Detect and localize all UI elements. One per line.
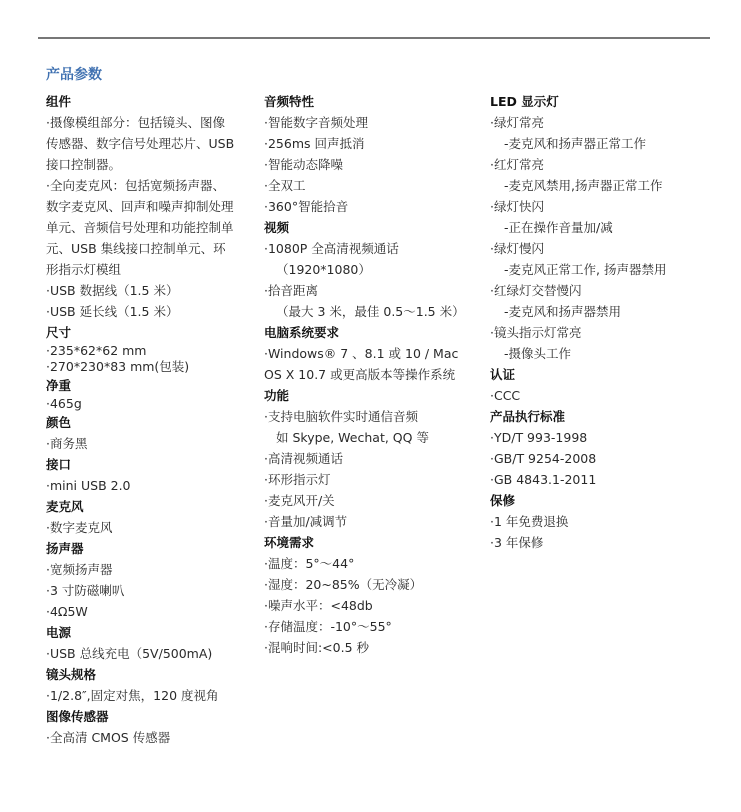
spec-line: ·1 年免费退换	[490, 514, 569, 529]
spec-line: ·宽频扬声器	[46, 562, 113, 577]
section-heading: LED 显示灯	[490, 94, 559, 109]
spec-line: ·智能动态降噪	[264, 157, 343, 172]
spec-line: ·USB 总线充电（5V/500mA)	[46, 646, 213, 661]
spec-line: ·高清视频通话	[264, 451, 343, 466]
spec-line: ·3 寸防磁喇叭	[46, 583, 125, 598]
section-heading: 认证	[490, 367, 516, 382]
section-heading: 尺寸	[46, 325, 72, 340]
spec-line: ·256ms 回声抵消	[264, 136, 365, 151]
section-heading: 功能	[264, 388, 290, 403]
spec-line: ·1/2.8″,固定对焦，120 度视角	[46, 688, 219, 703]
spec-line: ·1080P 全高清视频通话	[264, 241, 399, 256]
page-title: 产品参数	[46, 67, 102, 83]
spec-line: -正在操作音量加/减	[504, 220, 613, 235]
spec-line: 传感器、数字信号处理芯片、USB	[46, 136, 235, 151]
spec-line: 如 Skype, Wechat, QQ 等	[276, 430, 429, 445]
spec-line: ·红绿灯交替慢闪	[490, 283, 582, 298]
spec-line: ·商务黑	[46, 436, 88, 451]
spec-line: -摄像头工作	[504, 346, 572, 361]
spec-line: ·绿灯慢闪	[490, 241, 544, 256]
spec-line: ·摄像模组部分：包括镜头、图像	[46, 115, 225, 130]
spec-line: -麦克风和扬声器正常工作	[504, 136, 647, 151]
spec-line: ·麦克风开/关	[264, 493, 335, 508]
spec-line: ·GB/T 9254-2008	[490, 451, 597, 466]
section-heading: 电脑系统要求	[264, 325, 340, 340]
section-heading: 镜头规格	[46, 667, 97, 682]
spec-line: （最大 3 米，最佳 0.5～1.5 米）	[276, 304, 465, 319]
spec-line: ·270*230*83 mm(包装)	[46, 359, 190, 374]
column-3	[490, 91, 710, 553]
section-heading: 环境需求	[264, 535, 315, 550]
spec-line: -麦克风禁用,扬声器正常工作	[504, 178, 663, 193]
column-2	[264, 91, 486, 658]
spec-line: 单元、音频信号处理和功能控制单	[46, 220, 234, 235]
spec-line: OS X 10.7 或更高版本等操作系统	[264, 367, 456, 382]
spec-line: -麦克风正常工作, 扬声器禁用	[504, 262, 667, 277]
spec-line: ·USB 延长线（1.5 米）	[46, 304, 179, 319]
top-divider	[38, 37, 710, 39]
spec-line: 元、USB 集线接口控制单元、环	[46, 241, 226, 256]
spec-line: ·湿度：20~85%（无冷凝）	[264, 577, 423, 592]
section-heading: 产品执行标准	[490, 409, 566, 424]
spec-line: ·混响时间:<0.5 秒	[264, 640, 370, 655]
spec-line: ·智能数字音频处理	[264, 115, 368, 130]
spec-line: ·拾音距离	[264, 283, 318, 298]
spec-line: ·全高清 CMOS 传感器	[46, 730, 171, 745]
spec-line: ·音量加/减调节	[264, 514, 348, 529]
spec-line: ·Windows® 7 、8.1 或 10 / Mac	[264, 346, 459, 361]
spec-line: 形指示灯模组	[46, 262, 122, 277]
spec-line: ·绿灯快闪	[490, 199, 544, 214]
spec-line: ·USB 数据线（1.5 米）	[46, 283, 179, 298]
section-heading: 麦克风	[46, 499, 84, 514]
spec-line: ·温度：5°～44°	[264, 556, 355, 571]
spec-line: ·465g	[46, 396, 82, 411]
section-heading: 图像传感器	[46, 709, 109, 724]
section-heading: 扬声器	[46, 541, 84, 556]
spec-line: ·支持电脑软件实时通信音频	[264, 409, 418, 424]
section-heading: 音频特性	[264, 94, 315, 109]
spec-line: ·CCC	[490, 388, 521, 403]
spec-line: ·绿灯常亮	[490, 115, 544, 130]
spec-line: ·全双工	[264, 178, 306, 193]
section-heading: 颜色	[46, 415, 72, 430]
section-heading: 净重	[46, 378, 72, 393]
spec-line: ·YD/T 993-1998	[490, 430, 588, 445]
spec-line: ·4Ω5W	[46, 604, 88, 619]
spec-line: ·3 年保修	[490, 535, 544, 550]
spec-line: ·360°智能拾音	[264, 199, 349, 214]
spec-line: ·GB 4843.1-2011	[490, 472, 597, 487]
spec-line: 数字麦克风、回声和噪声抑制处理	[46, 199, 234, 214]
spec-line: ·红灯常亮	[490, 157, 544, 172]
spec-line: ·镜头指示灯常亮	[490, 325, 582, 340]
section-heading: 电源	[46, 625, 72, 640]
column-1	[46, 91, 260, 748]
spec-line: ·mini USB 2.0	[46, 478, 131, 493]
spec-line: ·环形指示灯	[264, 472, 331, 487]
spec-line: （1920*1080）	[276, 262, 371, 277]
section-heading: 接口	[46, 457, 72, 472]
section-heading: 组件	[46, 94, 72, 109]
section-heading: 视频	[264, 220, 290, 235]
spec-line: ·数字麦克风	[46, 520, 113, 535]
spec-line: ·噪声水平：<48db	[264, 598, 373, 613]
spec-line: ·全向麦克风：包括宽频扬声器、	[46, 178, 225, 193]
spec-line: -麦克风和扬声器禁用	[504, 304, 622, 319]
spec-line: ·235*62*62 mm	[46, 343, 147, 358]
section-heading: 保修	[490, 493, 516, 508]
spec-line: ·存储温度：-10°～55°	[264, 619, 392, 634]
spec-line: 接口控制器。	[46, 157, 122, 172]
